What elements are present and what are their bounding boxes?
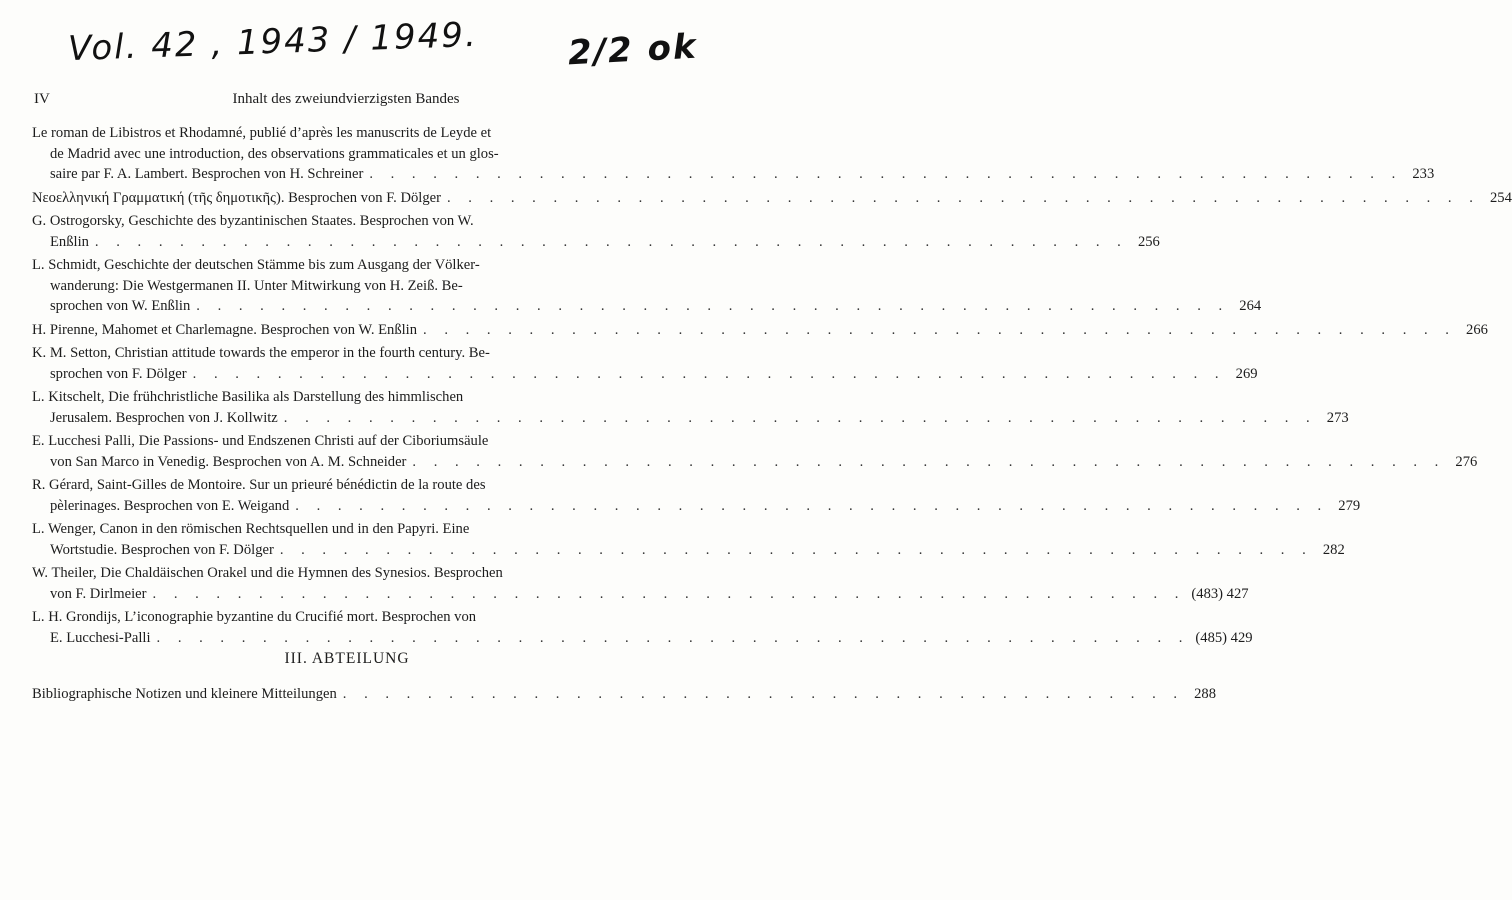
entry-line xyxy=(32,628,1253,649)
entry-line xyxy=(32,364,1258,385)
entry-text: Le roman de Libistros et Rhodamné, publié d’après les manuscrits de Leyde et xyxy=(32,125,492,141)
dot-leader: . . . . . . . . . . . . . . . . . . . . . . . . . . . . . . . . . . . . . . . . . . . . . . . . . xyxy=(156,629,1190,646)
dot-leader: . . . . . . . . . . . . . . . . . . . . . . . . . . . . . . . . . . . . . . . . . . . . . . . . . xyxy=(295,497,1329,514)
entry-page: (485) 429 xyxy=(1195,629,1253,646)
entry-text: Enßlin xyxy=(50,233,89,250)
entry-text: H. Pirenne, Mahomet et Charlemagne. Besprochen von W. Enßlin xyxy=(32,321,418,338)
entry-text: Bibliographische Notizen und kleinere Mitteilungen xyxy=(32,686,337,702)
entry-text: L. Wenger, Canon in den römischen Rechtsquellen und in den Papyri. Eine xyxy=(32,521,470,537)
dot-leader: . . . . . . . . . . . . . . . . . . . . . . . . . . . . . . . . . . . . . . . . . . . . . . . . . xyxy=(423,321,1456,338)
entry-page: 282 xyxy=(1322,541,1345,558)
entry-line xyxy=(32,431,662,452)
entry-text: L. Kitschelt, Die frühchristliche Basilika als Darstellung des himmlischen xyxy=(32,389,464,405)
entry-line xyxy=(32,164,1435,185)
dot-leader: . . . . . . . . . . . . . . . . . . . . . . . . . . . . . . . . . . . . . . . . . . . . . . . . . xyxy=(369,166,1403,182)
entry-line xyxy=(32,563,662,584)
dot-leader: . . . . . . . . . . . . . . . . . . . . . . . . . . . . . . . . . . . . . . . . xyxy=(342,686,1185,702)
entry-line xyxy=(32,496,1361,517)
entry-line xyxy=(32,387,662,408)
entry-line xyxy=(32,408,1349,429)
running-title: Inhalt des zweiundvierzigsten Bandes xyxy=(232,91,460,107)
entry-text: Jerusalem. Besprochen von J. Kollwitz xyxy=(50,409,278,426)
entry-page: 288 xyxy=(1194,686,1217,702)
entry-line xyxy=(32,232,1160,253)
dot-leader: . . . . . . . . . . . . . . . . . . . . . . . . . . . . . . . . . . . . . . . . . . . . . . . . . xyxy=(412,453,1446,470)
entry-text: pèlerinages. Besprochen von E. Weigand xyxy=(50,497,290,514)
dot-leader: . . . . . . . . . . . . . . . . . . . . . . . . . . . . . . . . . . . . . . . . . . . . . . . . . xyxy=(196,298,1230,314)
page-header xyxy=(30,91,662,111)
entry-page: 276 xyxy=(1455,453,1478,470)
table-of-contents xyxy=(32,123,1512,651)
entry-text: W. Theiler, Die Chaldäischen Orakel und die Hymnen des Synesios. Besprochen xyxy=(32,565,503,581)
dot-leader: . . . . . . . . . . . . . . . . . . . . . . . . . . . . . . . . . . . . . . . . . . . . . . . . . xyxy=(192,365,1226,382)
toc-entry xyxy=(32,563,1249,604)
entry-line xyxy=(32,607,662,628)
entry-line xyxy=(32,255,662,276)
entry-text: R. Gérard, Saint-Gilles de Montoire. Sur un prieuré bénédictin de la route des xyxy=(32,477,486,493)
entry-line xyxy=(32,296,1262,317)
section-heading: III. ABTEILUNG xyxy=(284,650,410,667)
dot-leader: . . . . . . . . . . . . . . . . . . . . . . . . . . . . . . . . . . . . . . . . . . . . . . . . . xyxy=(283,409,1317,426)
toc-entry-bibliography xyxy=(32,684,1217,705)
toc-entry xyxy=(32,387,1349,428)
handwritten-volume-note: Vol. 42 , 1943 / 1949. xyxy=(67,14,479,70)
entry-line xyxy=(32,320,1488,341)
entry-line xyxy=(32,452,1478,473)
entry-line xyxy=(32,276,662,297)
entry-line xyxy=(32,540,1345,561)
entry-line xyxy=(32,188,1512,209)
dot-leader: . . . . . . . . . . . . . . . . . . . . . . . . . . . . . . . . . . . . . . . . . . . . . . . . . xyxy=(446,189,1480,206)
toc-entry xyxy=(32,320,1488,341)
entry-page: (483) 427 xyxy=(1191,585,1249,602)
entry-text: K. M. Setton, Christian attitude towards the emperor in the fourth century. Be- xyxy=(32,345,490,361)
entry-line xyxy=(32,519,662,540)
page-number-roman: IV xyxy=(34,91,50,107)
entry-page: 233 xyxy=(1412,166,1435,182)
toc-entry xyxy=(32,519,1345,560)
toc-entry xyxy=(32,431,1478,472)
entry-text: Νεοελληνική Γραμματική (τῆς δημοτικῆς). Besprochen von F. Dölger xyxy=(32,189,441,206)
entry-text: L. H. Grondijs, L’iconographie byzantine du Crucifié mort. Besprochen von xyxy=(32,609,477,625)
entry-page: 279 xyxy=(1338,497,1361,514)
entry-text: sprochen von W. Enßlin xyxy=(50,298,191,314)
entry-page: 254 xyxy=(1489,189,1512,206)
entry-text: L. Schmidt, Geschichte der deutschen Stämme bis zum Ausgang der Völker- xyxy=(32,257,480,273)
entry-page: 264 xyxy=(1239,298,1262,314)
entry-line xyxy=(32,475,662,496)
entry-line xyxy=(32,123,662,144)
entry-text: von F. Dirlmeier xyxy=(50,585,147,602)
entry-text: sprochen von F. Dölger xyxy=(50,365,187,382)
entry-page: 266 xyxy=(1466,321,1488,338)
entry-line xyxy=(32,144,662,165)
entry-line xyxy=(32,211,662,232)
entry-text: E. Lucchesi Palli, Die Passions- und Endszenen Christi auf der Ciboriumsäule xyxy=(32,433,489,449)
toc-entry xyxy=(32,123,1435,185)
entry-page: 269 xyxy=(1235,365,1258,382)
toc-entry xyxy=(32,255,1262,317)
entry-line xyxy=(32,343,662,364)
entry-page: 273 xyxy=(1326,409,1349,426)
entry-text: wanderung: Die Westgermanen II. Unter Mitwirkung von H. Zeiß. Be- xyxy=(50,277,463,294)
entry-text: von San Marco in Venedig. Besprochen von A. M. Schneider xyxy=(50,453,407,470)
handwritten-status-note: 2/2 ok xyxy=(567,26,699,74)
toc-entry xyxy=(32,188,1512,209)
toc-entry xyxy=(32,343,1258,384)
toc-entry xyxy=(32,607,1253,648)
entry-text: saire par F. A. Lambert. Besprochen von H. Schreiner xyxy=(50,166,364,182)
entry-text: E. Lucchesi-Palli xyxy=(50,629,151,646)
toc-entry xyxy=(32,211,1160,252)
entry-text: de Madrid avec une introduction, des observations grammaticales et un glos- xyxy=(50,145,499,162)
entry-page: 256 xyxy=(1137,233,1160,250)
toc-entry xyxy=(32,475,1361,516)
entry-text: Wortstudie. Besprochen von F. Dölger xyxy=(50,541,274,558)
entry-line xyxy=(32,584,1249,605)
dot-leader: . . . . . . . . . . . . . . . . . . . . . . . . . . . . . . . . . . . . . . . . . . . . . . . . . xyxy=(152,585,1186,602)
dot-leader: . . . . . . . . . . . . . . . . . . . . . . . . . . . . . . . . . . . . . . . . . . . . . . . . . xyxy=(94,233,1128,250)
entry-text: G. Ostrogorsky, Geschichte des byzantinischen Staates. Besprochen von W. xyxy=(32,213,474,229)
dot-leader: . . . . . . . . . . . . . . . . . . . . . . . . . . . . . . . . . . . . . . . . . . . . . . . . . xyxy=(279,541,1313,558)
